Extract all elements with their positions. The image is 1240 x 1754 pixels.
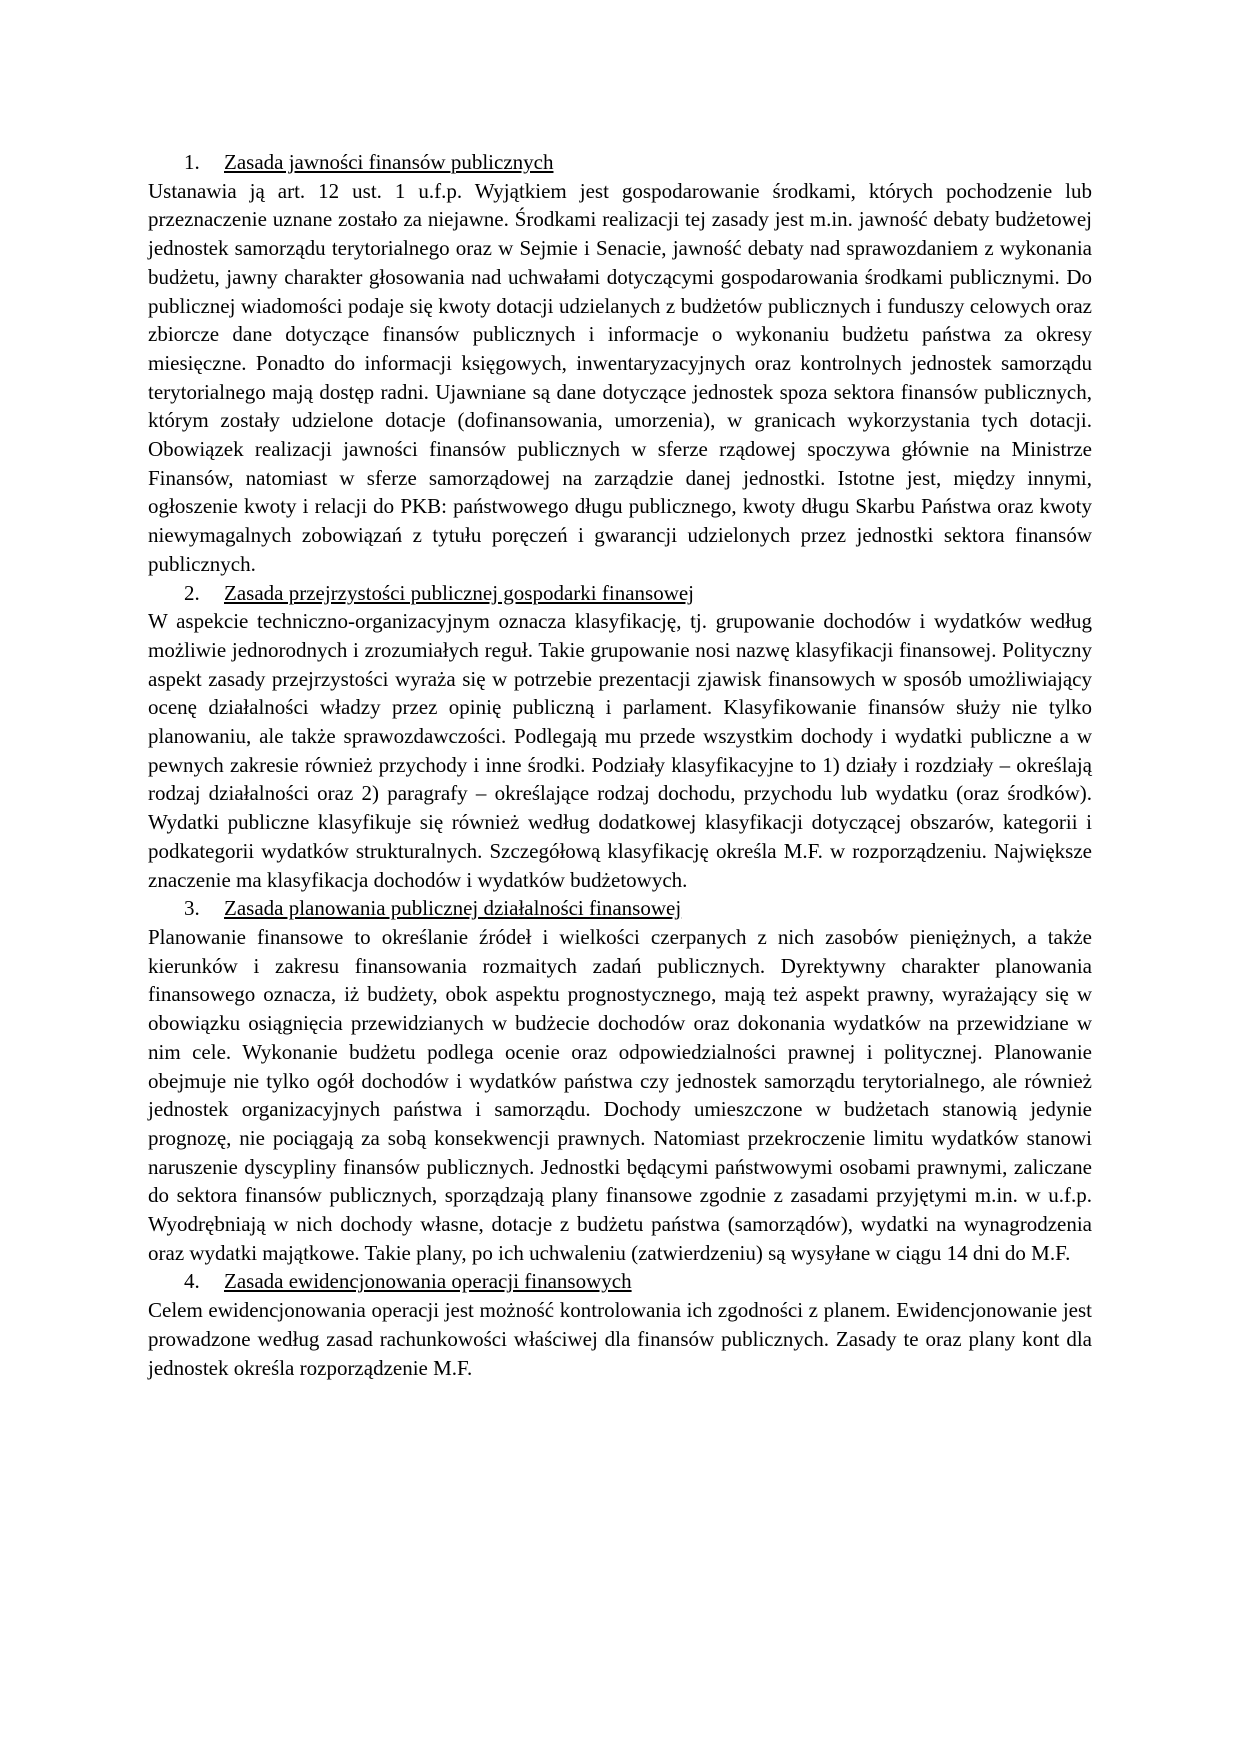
section-title: Zasada przejrzystości publicznej gospodarki finansowej [224,580,695,605]
section-body: W aspekcie techniczno-organizacyjnym oznacza klasyfikację, tj. grupowanie dochodów i wydatków według możliwie jednorodnych i zrozumiałych reguł. Takie grupowanie nosi nazwę klasyfikacji finansowej. Polityczny aspekt zasady przejrzystości wyraża się w potrzebie prezentacji zjawisk finansowych w sposób umożliwiający ocenę działalności władzy przez opinię publiczną i parlament. Klasyfikowanie finansów służy nie tylko planowaniu, ale także sprawozdawczości. Podlegają mu przede wszystkim dochody i wydatki publiczne a w pewnych zakresie również przychody i inne środki. Podziały klasyfikacyjne to 1) działy i rozdziały – określają rodzaj działalności oraz 2) paragrafy – określające rodzaj dochodu, przychodu lub wydatku (oraz środków). Wydatki publiczne klasyfikuje się również według dodatkowej klasyfikacji dotyczącej obszarów, kategorii i podkategorii wydatków strukturalnych. Szczegółową klasyfikację określa M.F. w rozporządzeniu. Największe znaczenie ma klasyfikacja dochodów i wydatków budżetowych. [148,609,1092,892]
section-heading [148,894,1092,923]
section-3 [148,894,1092,1267]
section-number: 4. [184,1269,200,1294]
section-body: Celem ewidencjonowania operacji jest możność kontrolowania ich zgodności z planem. Ewidencjonowanie jest prowadzone według zasad rachunkowości właściwej dla finansów publicznych. Zasady te oraz plany kont dla jednostek określa rozporządzenie M.F. [148,1298,1092,1380]
section-heading [148,1267,1092,1296]
section-number: 3. [184,896,200,921]
section-body: Planowanie finansowe to określanie źródeł i wielkości czerpanych z nich zasobów pieniężnych, a także kierunków i zakresu finansowania rozmaitych zadań publicznych. Dyrektywny charakter planowania finansowego oznacza, iż budżety, obok aspektu prognostycznego, mają też aspekt prawny, wyrażający się w obowiązku osiągnięcia przewidzianych w budżecie dochodów oraz dokonania wydatków na przewidziane w nim cele. Wykonanie budżetu podlega ocenie oraz odpowiedzialności prawnej i politycznej. Planowanie obejmuje nie tylko ogół dochodów i wydatków państwa czy jednostek samorządu terytorialnego, ale również jednostek organizacyjnych państwa i samorządu. Dochody umieszczone w budżetach stanowią jedynie prognozę, nie pociągają za sobą konsekwencji prawnych. Natomiast przekroczenie limitu wydatków stanowi naruszenie dyscypliny finansów publicznych. Jednostki będącymi państwowymi osobami prawnymi, zaliczane do sektora finansów publicznych, sporządzają plany finansowe zgodnie z zasadami przyjętymi m.in. w u.f.p. Wyodrębniają w nich dochody własne, dotacje z budżetu państwa (samorządów), wydatki na wynagrodzenia oraz wydatki majątkowe. Takie plany, po ich uchwaleniu (zatwierdzeniu) są wysyłane w ciągu 14 dni do M.F. [148,924,1092,1265]
section-heading [148,579,1092,608]
section-1 [148,148,1092,579]
section-number: 2. [184,580,200,605]
section-2 [148,579,1092,895]
section-body: Ustanawia ją art. 12 ust. 1 u.f.p. Wyjątkiem jest gospodarowanie środkami, których pochodzenie lub przeznaczenie uznane zostało za niejawne. Środkami realizacji tej zasady jest m.in. jawność debaty budżetowej jednostek samorządu terytorialnego oraz w Sejmie i Senacie, jawność debaty nad sprawozdaniem z wykonania budżetu, jawny charakter głosowania nad uchwałami dotyczącymi gospodarowania środkami publicznymi. Do publicznej wiadomości podaje się kwoty dotacji udzielanych z budżetów publicznych i funduszy celowych oraz zbiorcze dane dotyczące finansów publicznych i informacje o wykonaniu budżetu państwa za okresy miesięczne. Ponadto do informacji księgowych, inwentaryzacyjnych oraz kontrolnych jednostek samorządu terytorialnego mają dostęp radni. Ujawniane są dane dotyczące jednostek spoza sektora finansów publicznych, którym zostały udzielone dotacje (dofinansowania, umorzenia), w granicach wykorzystania tych dotacji. Obowiązek realizacji jawności finansów publicznych w sferze rządowej spoczywa głównie na Ministrze Finansów, natomiast w sferze samorządowej na zarządzie danej jednostki. Istotne jest, między innymi, ogłoszenie kwoty i relacji do PKB: państwowego długu publicznego, kwoty długu Skarbu Państwa oraz kwoty niewymagalnych zobowiązań z tytułu poręczeń i gwarancji udzielonych przez jednostki sektora finansów publicznych. [148,178,1092,576]
section-heading [148,148,1092,177]
section-title: Zasada ewidencjonowania operacji finansowych [224,1269,632,1294]
section-title: Zasada planowania publicznej działalności finansowej [224,896,682,921]
section-4 [148,1267,1092,1382]
section-title: Zasada jawności finansów publicznych [224,150,554,174]
document-page [148,148,1092,1382]
section-number: 1. [184,150,200,174]
